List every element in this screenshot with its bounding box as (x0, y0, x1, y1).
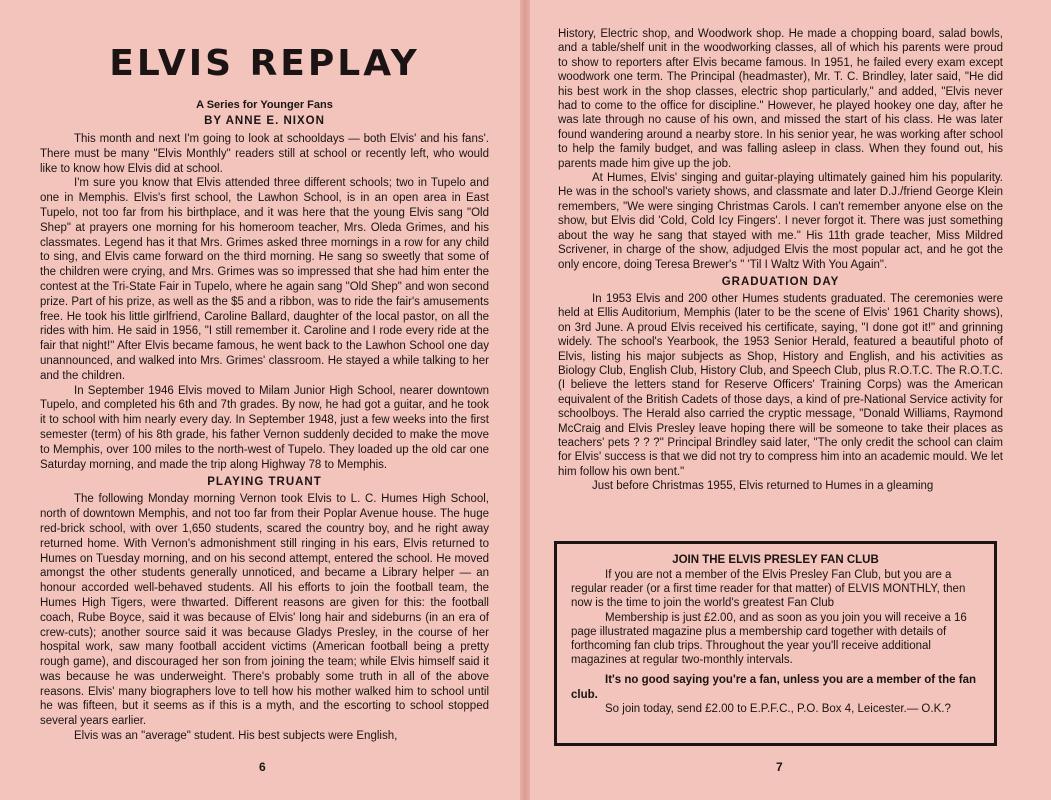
section-heading-graduation-day: GRADUATION DAY (721, 275, 840, 288)
fan-club-ad-title: JOIN THE ELVIS PRESLEY FAN CLUB (672, 554, 879, 566)
paragraph: The following Monday morning Vernon took Elvis to L. C. Humes High School, north of downtown Memphis, and not too far from their Poplar Avenue house. The huge red-brick school, with over 1,650 students, scared the country boy, and he right away returned home. With Vernon's admonishment still ringing in his ears, Elvis returned to Humes on Tuesday morning, and on his second attempt, entered the school. He moved amongst the other students generally unnoticed, and became a Library helper — an honour accorded well-behaved students. All his efforts to join the football team, the Humes High Tigers, were thwarted. Different reasons are given for this: the football coach, Rube Boyce, said it was because of Elvis' long hair and sideburns (in an era of crew-cuts); another source said it was because Gladys Presley, in the course of her hospital work, saw many football accident victims (American football being a pretty rough game), and discouraged her son from joining the team; while Elvis himself said it was because he was underweight. There's probably some truth in all of the above reasons. Elvis' many biographers love to tell how his mother walked him to school until he was fifteen, but it seems as if this is a myth, and the escorting to school stopped several years earlier. (40, 493, 489, 728)
article-subtitle: A Series for Younger Fans (196, 99, 333, 111)
fan-club-ad-slogan: It's no good saying you're a fan, unless you are a member of the fan club. (571, 674, 976, 701)
article-title: ELVIS REPLAY (109, 43, 420, 84)
fan-club-ad-address: So join today, send £2.00 to E.P.F.C., P.O. Box 4, Leicester.— O.K.? (605, 702, 951, 715)
right-column (558, 27, 1003, 494)
article-byline: BY ANNE E. NIXON (204, 115, 325, 127)
left-column (40, 44, 489, 744)
paragraph: In 1953 Elvis and 200 other Humes students graduated. The ceremonies were held at Ellis Auditorium, Memphis (later to be the scene of Elvis' 1961 Charity shows), on 3rd June. A proud Elvis received his certificate, saying, "I done got it!" and grinning widely. The school's Yearbook, the 1953 Senior Herald, featured a beautiful photo of Elvis, listing his major subjects as Shop, History and English, and his activities as Biology Club, English Club, History Club, and Speech Club, plus R.O.T.C. The R.O.T.C. (I believe the letters stand for Reserve Officers' Training Corps) was the American equivalent of the British Cadets of those days, a kind of pre-National Service activity for schoolboys. The Herald also carried the cryptic message, "Donald Williams, Raymond McCraig and Elvis Presley leave hoping there will be someone to take their places as teachers' pets ? ? ?" Principal Brindley said later, "The only credit the school can claim for Elvis' success is that we did not try to compress him into an academic mould. We let him follow his own bent." (558, 292, 1003, 478)
paragraph: At Humes, Elvis' singing and guitar-playing ultimately gained him his popularity. He was in the school's variety shows, and classmate and later D.J./friend George Klein remembers, "We were singing Christmas Carols. I can't remember anyone else on the show, but Elvis did 'Cold, Cold Icy Fingers'. I never forgot it. There was just something about the way he sang that stayed with me." His 11th grade teacher, Miss Mildred Scrivener, in charge of the show, adjudged Elvis the most popular act, and he got the only encore, doing Teresa Brewer's " 'Til I Waltz With You Again". (558, 172, 1003, 271)
section-heading-playing-truant: PLAYING TRUANT (207, 476, 322, 489)
book-gutter (520, 0, 530, 800)
fan-club-ad-box (554, 541, 997, 746)
fan-club-ad-text: Membership is just £2.00, and as soon as you join you will receive a 16 page illustrated magazine plus a membership card together with details of forthcoming fan club trips. Throughout the year you'll receive additional magazines at regular two-monthly intervals. (571, 611, 967, 667)
page-number-right: 7 (776, 760, 783, 774)
paragraph: In September 1946 Elvis moved to Milam Junior High School, nearer downtown Tupelo, and completed his 6th and 7th grades. By now, he had got a guitar, and he took it to school with him nearly every day. In September 1948, just a few weeks into the first semester (term) of his 8th grade, his father Vernon suddenly decided to make the move to Memphis, over 100 miles to the north-west of Tupelo. They loaded up the old car one Saturday morning, and made the trip along Highway 78 to Memphis. (40, 384, 489, 471)
fan-club-ad-text: If you are not a member of the Elvis Presley Fan Club, but you are a regular reader (or a first time reader for that matter) of ELVIS MONTHLY, then now is the time to join the world's greatest Fan Club (571, 569, 966, 610)
paragraph: I'm sure you know that Elvis attended three different schools; two in Tupelo and one in Memphis. Elvis's first school, the Lawhon School, is in an open area in East Tupelo, not too far from his birthplace, and it was here that the young Elvis sang "Old Shep" at prayers one morning for his homeroom teacher, Mrs. Oleda Grimes, and his classmates. Legend has it that Mrs. Grimes asked three mornings in a row for any child to sing, and Elvis came forward on the third morning. He sang so sweetly that some of the children were crying, and Mrs. Grimes was so impressed that she had him enter the contest at the Tri-State Fair in Tupelo, where he again sang "Old Shep" and won second prize. Part of his prize, as well as the $5 and a ribbon, was to ride the fair's amusements free. He took his little girlfriend, Caroline Ballard, daughter of the local pastor, on all the rides with him. He said in 1956, "I still remember it. Caroline and I rode every ride at the fair that night!" After Elvis became famous, he went back to the Lawhon School one day unannounced, and walked into Mrs. Grimes' classroom. He stayed a while talking to her and the children. (40, 177, 489, 382)
paragraph: Elvis was an "average" student. His best subjects were English, (74, 730, 398, 743)
paragraph: Just before Christmas 1955, Elvis returned to Humes in a gleaming (592, 480, 934, 493)
page-number-left: 6 (259, 760, 266, 774)
paragraph: This month and next I'm going to look at schooldays — both Elvis' and his fans'. There must be many "Elvis Monthly" readers still at school or recently left, who would like to know how Elvis did at school. (40, 133, 489, 175)
paragraph: History, Electric shop, and Woodwork shop. He made a chopping board, salad bowls, and a table/shelf unit in the woodworking classes, all of which his parents were proud to show to reporters after Elvis became famous. In 1951, he failed every exam except woodwork one term. The Principal (headmaster), Mr. T. C. Brindley, later said, "He did his best work in the shop classes, electric shop particularly," and added, "Elvis never had to come to the office for discipline." However, he played hookey one day, after he was late through no cause of his own, and missed the start of his class. He was later found wandering around a nearby store. In his senior year, he was working after school to help the family budget, and was falling asleep in class. When they found out, his parents made him give up the job. (558, 28, 1003, 170)
